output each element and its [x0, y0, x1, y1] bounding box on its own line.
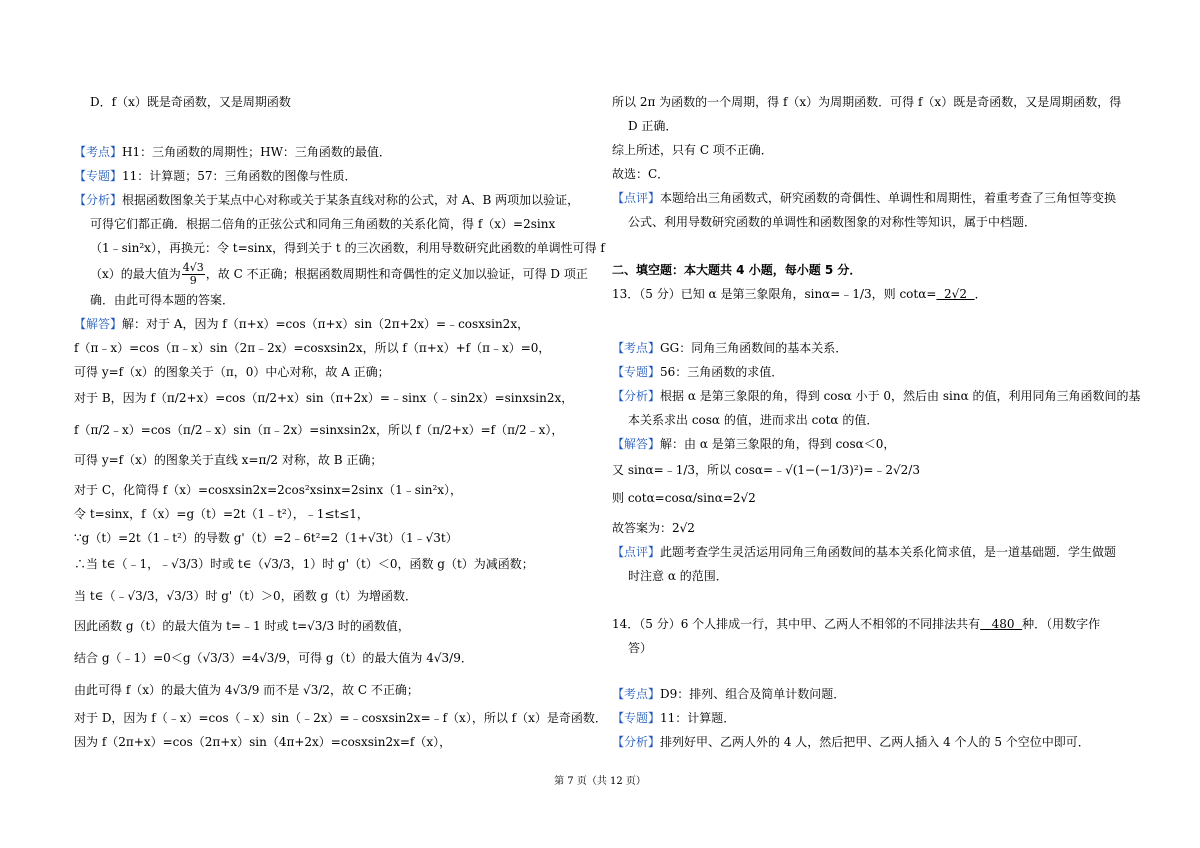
right-text-3: 综上所述，只有 C 项不正确． [612, 143, 773, 157]
jieda-text-15: 对于 D，因为 f（﹣x）=cos（﹣x）sin（﹣2x）=﹣cosxsin2x=﹣f（x），所以 f（x）是奇函数． [74, 711, 607, 725]
fenxi-row [74, 192, 579, 208]
q13-kaodian-row [612, 340, 847, 356]
jieda-text-8: 令 t=sinx，f（x）=g（t）=2t（1﹣t²），﹣1≤t≤1， [74, 507, 369, 521]
dianping-text-1: 本题给出三角函数式，研究函数的奇偶性、单调性和周期性，着重考查了三角恒等变换 [660, 191, 1117, 205]
dianping-tag: 【点评】 [612, 191, 661, 205]
right-text-2: D 正确． [628, 119, 678, 133]
fenxi-text-2: 可得它们都正确．根据二倍角的正弦公式和同角三角函数的关系化简，得 f（x）=2sinx [90, 217, 556, 231]
q13-jieda-text-2: 又 sinα=﹣1/3，所以 cosα=﹣√(1−(−1/3)²)=﹣2√2/3 [612, 463, 920, 477]
fenxi-text-4b: ，故 C 不正确；根据函数周期性和奇偶性的定义加以验证，可得 D 项正 [205, 267, 588, 281]
fraction-numerator: 4√3 [182, 261, 204, 274]
q14-text-1b: 种．（用数字作 [1022, 617, 1101, 631]
jieda-text-6: 可得 y=f（x）的图象关于直线 x=π/2 对称，故 B 正确； [74, 453, 383, 467]
q14-kaodian-tag: 【考点】 [612, 687, 661, 701]
q13-dianping-row [612, 544, 1116, 560]
dianping-row [612, 190, 1116, 206]
q13-zhuanti-tag: 【专题】 [612, 365, 661, 379]
q13-fenxi-text-1: 根据 α 是第三象限的角，得到 cosα 小于 0，然后由 sinα 的值，利用同角三角函数间的基 [660, 389, 1141, 403]
q13-dianping-text-1: 此题考查学生灵活运用同角三角函数间的基本关系化简求值，是一道基础题．学生做题 [660, 545, 1117, 559]
q13-zhuanti-text: 56：三角函数的求值． [660, 365, 784, 379]
jieda-text-1: 解：对于 A，因为 f（π+x）=cos（π+x）sin（2π+2x）=﹣cosxsin2x， [122, 317, 530, 331]
dianping-text-2: 公式、利用导数研究函数的单调性和函数图象的对称性等知识，属于中档题． [628, 215, 1037, 229]
q13-row: 13．（5 分）已知 α 是第三象限角，sinα=﹣1/3，则 cotα= 2√2 ． [612, 287, 987, 301]
page-footer: 第 7 页（共 12 页） [554, 776, 646, 787]
kaodian-row [74, 144, 391, 160]
zhuanti-tag: 【专题】 [74, 169, 123, 183]
q14-row-1 [612, 616, 1100, 632]
q13-answer-value: 2√2 [944, 287, 967, 301]
zhuanti-row [74, 168, 357, 184]
jieda-text-9: ∵g（t）=2t（1﹣t²）的导数 g'（t）=2﹣6t²=2（1+√3t）（1﹣√3t） [74, 531, 458, 545]
q13-jieda-text-4: 故答案为：2√2 [612, 521, 695, 535]
jieda-text-3: 可得 y=f（x）的图象关于（π，0）中心对称，故 A 正确； [74, 365, 390, 379]
fraction-denominator: 9 [189, 274, 197, 287]
q13-kaodian-text: GG：同角三角函数间的基本关系． [660, 341, 848, 355]
fenxi-tag: 【分析】 [74, 193, 123, 207]
q14-zhuanti-tag: 【专题】 [612, 711, 661, 725]
q14-kaodian-row [612, 686, 845, 702]
q14-zhuanti-row [612, 710, 735, 726]
fenxi-text-4a: （x）的最大值为 [90, 267, 181, 281]
jieda-text-13: 结合 g（﹣1）=0＜g（√3/3）=4√3/9，可得 g（t）的最大值为 4√3/9． [74, 651, 473, 665]
q13-fenxi-tag: 【分析】 [612, 389, 661, 403]
fenxi-text-3: （1﹣sin²x），再换元：令 t=sinx，得到关于 t 的三次函数，利用导数研究此函数的单调性可得 f [90, 241, 605, 255]
q13-kaodian-tag: 【考点】 [612, 341, 661, 355]
jieda-text-7: 对于 C，化简得 f（x）=cosxsin2x=2cos²xsinx=2sinx（1﹣sin²x）， [74, 483, 463, 497]
q13-fenxi-row [612, 388, 1141, 404]
jieda-text-2: f（π﹣x）=cos（π﹣x）sin（2π﹣2x）=cosxsin2x，所以 f（π+x）+f（π﹣x）=0， [74, 341, 551, 355]
q13-jieda-row [612, 436, 895, 452]
q14-zhuanti-text: 11：计算题． [660, 711, 736, 725]
q13-jieda-text-1: 解：由 α 是第三象限的角，得到 cosα＜0， [660, 437, 896, 451]
q14-text-2: 答） [628, 641, 653, 655]
q14-fenxi-row [612, 734, 1090, 750]
q14-fenxi-text: 排列好甲、乙两人外的 4 人，然后把甲、乙两人插入 4 个人的 5 个空位中即可． [660, 735, 1090, 749]
jieda-text-14: 由此可得 f（x）的最大值为 4√3/9 而不是 √3/2，故 C 不正确； [74, 683, 419, 697]
fenxi-text-5: 确．由此可得本题的答案． [90, 293, 235, 307]
option-d: D．f（x）既是奇函数，又是周期函数 [90, 95, 291, 109]
q13-zhuanti-row [612, 364, 783, 380]
right-text-4: 故选：C． [612, 167, 670, 181]
q13-answer [936, 287, 974, 301]
jieda-text-4: 对于 B，因为 f（π/2+x）=cos（π/2+x）sin（π+2x）=﹣sinx（﹣sin2x）=sinxsin2x， [74, 391, 574, 405]
q14-answer [980, 617, 1022, 631]
fenxi-row-4 [90, 262, 588, 287]
q13-fenxi-text-2: 本关系求出 cosα 的值，进而求出 cotα 的值． [628, 413, 879, 427]
q14-text-1a: 14．（5 分）6 个人排成一行，其中甲、乙两人不相邻的不同排法共有 [612, 617, 981, 631]
q13-jieda-text-3: 则 cotα=cosα/sinα=2√2 [612, 491, 756, 505]
q13-dianping-tag: 【点评】 [612, 545, 661, 559]
q14-answer-value: 480 [991, 617, 1015, 631]
jieda-text-12: 因此函数 g（t）的最大值为 t=﹣1 时或 t=√3/3 时的函数值， [74, 619, 410, 633]
right-text-1: 所以 2π 为函数的一个周期，得 f（x）为周期函数．可得 f（x）既是奇函数，又是周期函数，得 [612, 95, 1122, 109]
fenxi-text-1: 根据函数图象关于某点中心对称或关于某条直线对称的公式，对 A、B 两项加以验证， [122, 193, 580, 207]
jieda-row [74, 316, 529, 332]
jieda-text-10: ∴当 t∈（﹣1，﹣√3/3）时或 t∈（√3/3，1）时 g'（t）＜0，函数 g（t）为减函数； [74, 557, 534, 571]
fraction-4sqrt3-over-9 [182, 262, 205, 287]
section-heading: 二、填空题：本大题共 4 小题，每小题 5 分． [612, 263, 862, 277]
jieda-tag: 【解答】 [74, 317, 123, 331]
kaodian-tag: 【考点】 [74, 145, 123, 159]
q14-kaodian-text: D9：排列、组合及简单计数问题． [660, 687, 846, 701]
q14-fenxi-tag: 【分析】 [612, 735, 661, 749]
jieda-text-11: 当 t∈（﹣√3/3，√3/3）时 g'（t）＞0，函数 g（t）为增函数． [74, 589, 418, 603]
kaodian-text: H1：三角函数的周期性；HW：三角函数的最值． [122, 145, 391, 159]
jieda-text-5: f（π/2﹣x）=cos（π/2﹣x）sin（π﹣2x）=sinxsin2x，所以 f（π/2+x）=f（π/2﹣x）， [74, 423, 564, 437]
jieda-text-16: 因为 f（2π+x）=cos（2π+x）sin（4π+2x）=cosxsin2x=f（x）， [74, 735, 452, 749]
zhuanti-text: 11：计算题；57：三角函数的图像与性质． [122, 169, 357, 183]
q13-jieda-tag: 【解答】 [612, 437, 661, 451]
q13-dianping-text-2: 时注意 α 的范围． [628, 569, 728, 583]
q13-text: 13．（5 分）已知 α 是第三象限角，sinα=﹣1/3，则 cotα= [612, 287, 937, 301]
